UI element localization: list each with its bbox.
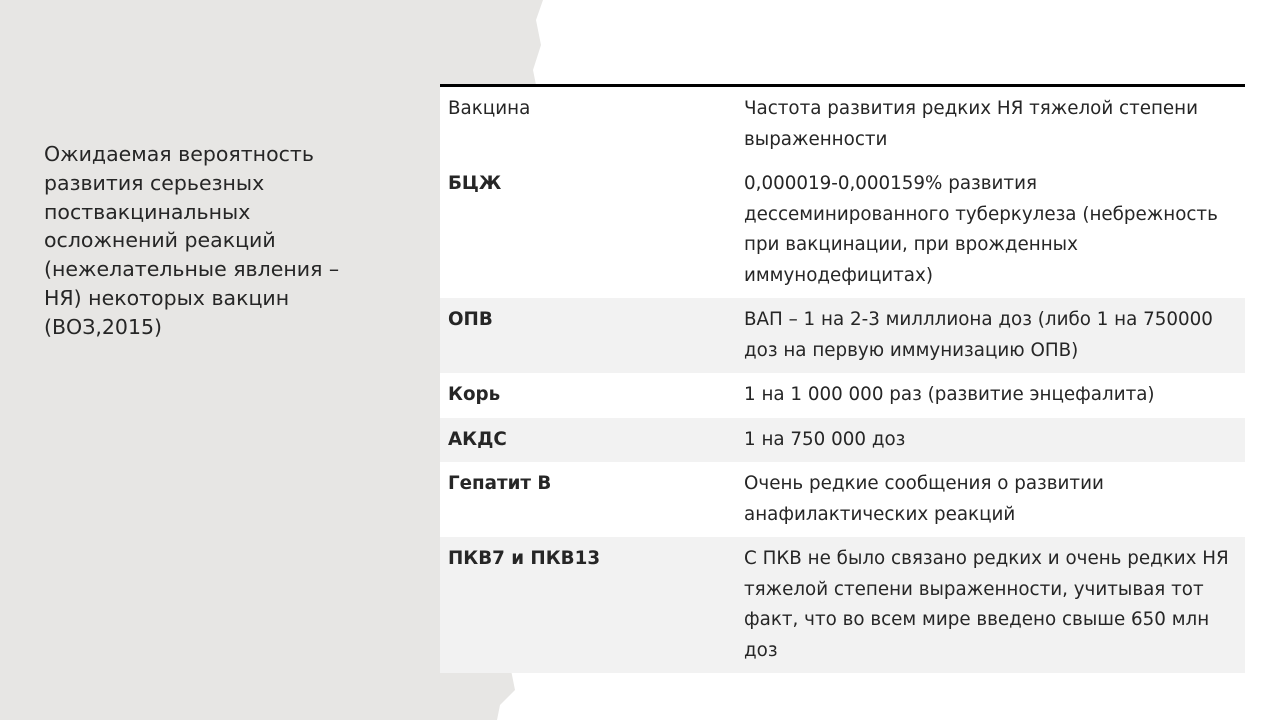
vaccine-name: ПКВ7 и ПКВ13 [440,537,736,673]
vaccine-name: ОПВ [440,298,736,373]
vaccine-frequency: 1 на 1 000 000 раз (развитие энцефалита) [736,373,1245,418]
vaccine-frequency: ВАП – 1 на 2-3 милллиона доз (либо 1 на 750000 доз на первую иммунизацию ОПВ) [736,298,1245,373]
table-header-row [440,87,1245,162]
vaccine-frequency: Очень редкие сообщения о развитии анафилактических реакций [736,462,1245,537]
vaccine-table-container [440,84,1245,673]
table-row [440,462,1245,537]
vaccine-name: БЦЖ [440,162,736,298]
table-row [440,162,1245,298]
vaccine-frequency: С ПКВ не было связано редких и очень редких НЯ тяжелой степени выраженности, учитывая тот факт, что во всем мире введено свыше 650 млн доз [736,537,1245,673]
header-vaccine: Вакцина [440,87,736,162]
vaccine-frequency: 0,000019-0,000159% развития дессеминированного туберкулеза (небрежность при вакцинации, при врожденных иммунодефицитах) [736,162,1245,298]
vaccine-name: Корь [440,373,736,418]
header-frequency: Частота развития редких НЯ тяжелой степени выраженности [736,87,1245,162]
slide-title: Ожидаемая вероятность развития серьезных поствакцинальных осложнений реакций (нежелательные явления – НЯ) некоторых вакцин (ВОЗ,2015) [44,142,340,339]
table-row [440,418,1245,463]
table-row [440,373,1245,418]
table-row [440,298,1245,373]
vaccine-frequency: 1 на 750 000 доз [736,418,1245,463]
vaccine-table [440,87,1245,673]
vaccine-name: АКДС [440,418,736,463]
table-row [440,537,1245,673]
vaccine-name: Гепатит В [440,462,736,537]
